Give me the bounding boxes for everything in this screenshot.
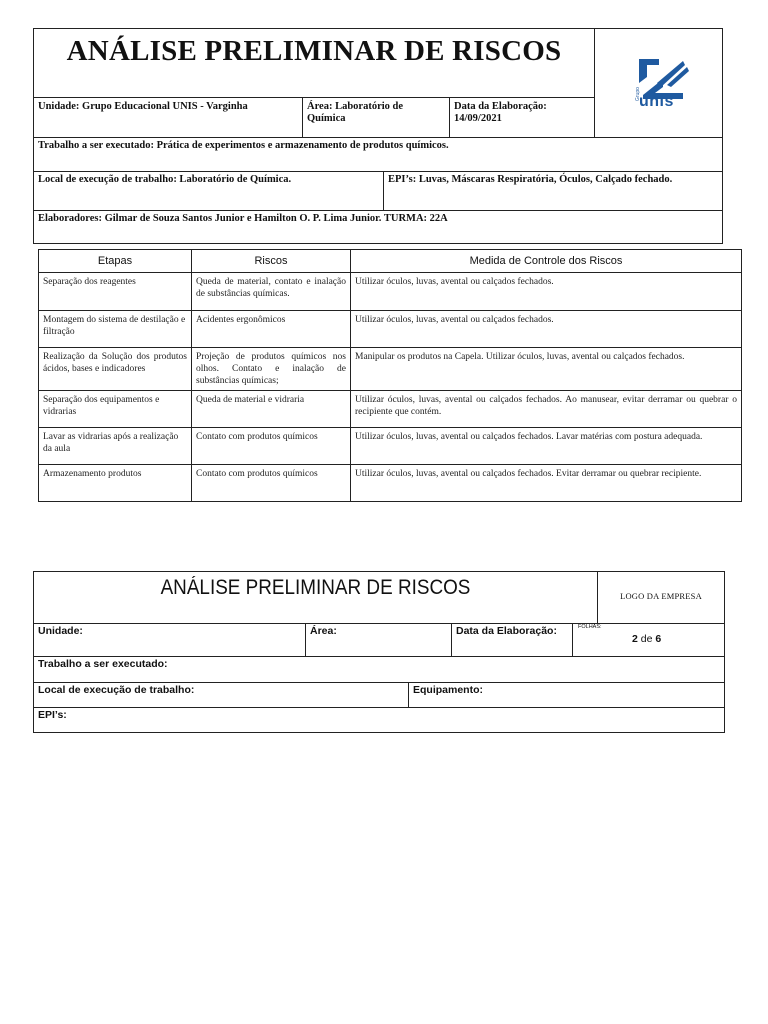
form2-folhas-cell: [572, 623, 725, 657]
form1-title-cell: [33, 28, 595, 98]
form1-area-line2: Química: [307, 113, 346, 124]
form1-local-cell: [33, 171, 384, 211]
form2-area: Área:: [310, 625, 337, 637]
row-risco: Queda de material, contato e inalação de substâncias químicas.: [192, 273, 351, 311]
header-etapas: Etapas: [39, 250, 192, 273]
form1-logo-cell: [594, 28, 723, 138]
row-medida: Manipular os produtos na Capela. Utilizar óculos, luvas, avental ou calçados fechados.: [351, 348, 742, 391]
row-risco: Contato com produtos químicos: [192, 428, 351, 465]
table-row: [39, 465, 742, 502]
row-risco: Contato com produtos químicos: [192, 465, 351, 502]
form2-title-cell: [33, 571, 598, 624]
risk-table-header-row: [39, 250, 742, 273]
form2-logo-cell: [597, 571, 725, 624]
form2-page-total: 6: [655, 633, 662, 645]
table-row: [39, 348, 742, 391]
form1-local: Local de execução de trabalho: Laboratório de Química.: [38, 174, 292, 185]
form1-area-line1: Área: Laboratório de: [307, 101, 404, 112]
form2-unidade: Unidade:: [38, 625, 83, 637]
form1-data-label: Data da Elaboração:: [454, 101, 547, 112]
form1-title: ANÁLISE PRELIMINAR DE RISCOS: [66, 35, 562, 67]
form1-unidade: Unidade: Grupo Educacional UNIS - Varginha: [38, 101, 248, 112]
header-medida: Medida de Controle dos Riscos: [351, 250, 742, 273]
form1-trabalho-cell: [33, 137, 723, 172]
form2-logo-placeholder: LOGO DA EMPRESA: [620, 591, 702, 601]
table-row: [39, 428, 742, 465]
row-etapa: Separação dos equipamentos e vidrarias: [39, 391, 192, 428]
logo-grupo-text: Grupo: [635, 87, 641, 101]
form2-area-cell: [305, 623, 452, 657]
form2-trabalho: Trabalho a ser executado:: [38, 658, 168, 670]
row-etapa: Armazenamento produtos: [39, 465, 192, 502]
form2-local-cell: [33, 682, 409, 708]
form1-data-cell: [449, 97, 595, 138]
row-etapa: Montagem do sistema de destilação e filtração: [39, 311, 192, 348]
form2-epis: EPI’s:: [38, 709, 67, 721]
row-medida: Utilizar óculos, luvas, avental ou calçados fechados. Evitar derramar ou quebrar recipiente.: [351, 465, 742, 502]
form2-page-sep: de: [640, 633, 653, 645]
form2-unidade-cell: [33, 623, 306, 657]
form2-title: ANÁLISE PRELIMINAR DE RISCOS: [160, 576, 471, 599]
row-risco: Queda de material e vidraria: [192, 391, 351, 428]
table-row: [39, 311, 742, 348]
row-medida: Utilizar óculos, luvas, avental ou calçados fechados. Ao manusear, evitar derramar ou quebrar o recipiente que contém.: [351, 391, 742, 428]
form2-data-label: Data da Elaboração:: [456, 625, 557, 637]
row-etapa: Separação dos reagentes: [39, 273, 192, 311]
form1-elaboradores-cell: [33, 210, 723, 244]
table-row: [39, 273, 742, 311]
row-medida: Utilizar óculos, luvas, avental ou calçados fechados. Lavar matérias com postura adequada.: [351, 428, 742, 465]
table-row: [39, 391, 742, 428]
form1-area-cell: [302, 97, 450, 138]
form1-elaboradores: Elaboradores: Gilmar de Souza Santos Junior e Hamilton O. P. Lima Junior. TURMA: 22A: [38, 213, 448, 224]
form1-epis-cell: [383, 171, 723, 211]
form2-trabalho-cell: [33, 656, 725, 683]
row-risco: Acidentes ergonômicos: [192, 311, 351, 348]
form2-page-current: 2: [632, 633, 638, 645]
form2-equipamento-cell: [408, 682, 725, 708]
form2-local: Local de execução de trabalho:: [38, 684, 195, 696]
form2-page-indicator: [632, 633, 661, 645]
row-etapa: Lavar as vidrarias após a realização da aula: [39, 428, 192, 465]
row-risco: Projeção de produtos químicos nos olhos. Contato e inalação de substâncias químicas;: [192, 348, 351, 391]
logo-unis-text: unis: [639, 93, 674, 110]
form1-unidade-cell: [33, 97, 303, 138]
row-medida: Utilizar óculos, luvas, avental ou calçados fechados.: [351, 311, 742, 348]
form2-equipamento: Equipamento:: [413, 684, 483, 696]
form1-epis: EPI’s: Luvas, Máscaras Respiratória, Óculos, Calçado fechado.: [388, 174, 673, 185]
form2-data-cell: [451, 623, 573, 657]
form2-folhas-label: FOLHAS:: [578, 624, 602, 630]
header-riscos: Riscos: [192, 250, 351, 273]
risk-table-wrapper: [38, 249, 742, 502]
row-etapa: Realização da Solução dos produtos ácidos, bases e indicadores: [39, 348, 192, 391]
risk-table: [38, 249, 742, 502]
row-medida: Utilizar óculos, luvas, avental ou calçados fechados.: [351, 273, 742, 311]
form2-epis-cell: [33, 707, 725, 733]
form1-trabalho: Trabalho a ser executado: Prática de experimentos e armazenamento de produtos químicos.: [38, 140, 449, 151]
form1-data-value: 14/09/2021: [454, 113, 502, 124]
